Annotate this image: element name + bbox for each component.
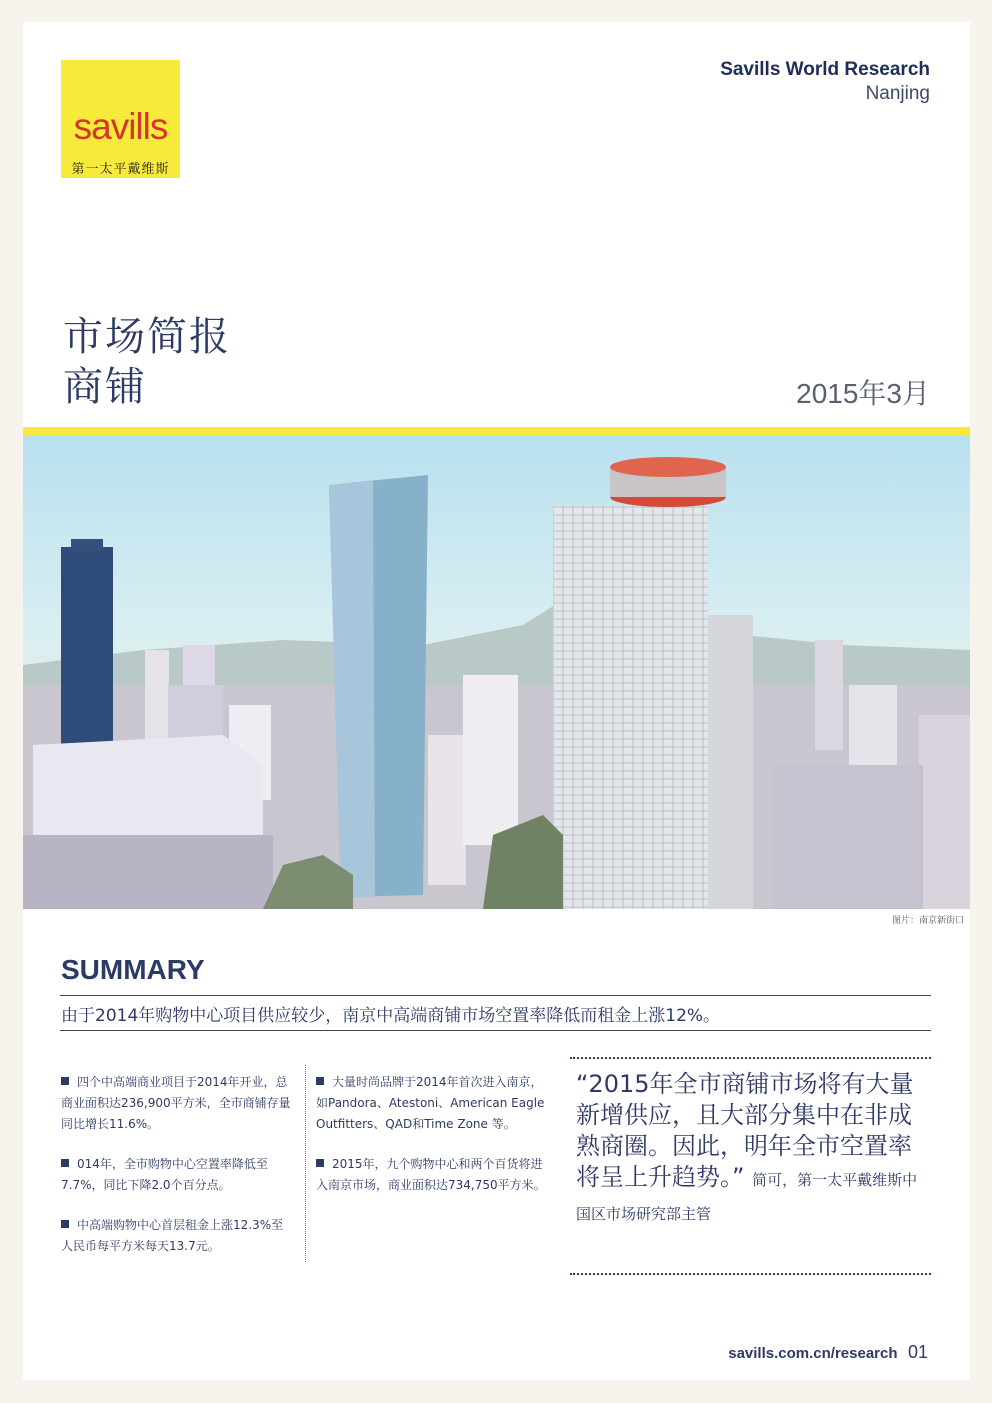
bullet-text: 大量时尚品牌于2014年首次进入南京，如Pandora、Atestoni、American Eagle Outfitters、QAD和Time Zone 等。 bbox=[316, 1075, 545, 1131]
page-number: 01 bbox=[907, 1342, 928, 1362]
logo-chinese-name: 第一太平戴维斯 bbox=[71, 162, 170, 177]
footer-url-link[interactable]: savills.com.cn/research bbox=[728, 1345, 898, 1362]
bullet-text: 四个中高端商业项目于2014年开业，总商业面积达236,900平方米，全市商铺存量同比增长11.6%。 bbox=[61, 1075, 291, 1131]
research-title: Savills World Research bbox=[720, 59, 930, 80]
bullet-text: 中高端购物中心首层租金上涨12.3%至人民币每平方米每天13.7元。 bbox=[61, 1218, 284, 1253]
list-item bbox=[61, 1154, 293, 1196]
report-title bbox=[63, 312, 231, 412]
skyline-photo bbox=[23, 435, 970, 909]
pull-quote bbox=[570, 1057, 931, 1275]
skyline-illustration bbox=[23, 435, 970, 909]
bullet-square-icon bbox=[316, 1077, 324, 1085]
page-footer bbox=[728, 1342, 928, 1363]
bullets-right-column bbox=[316, 1072, 548, 1215]
bullet-text: 014年，全市购物中心空置率降低至7.7%，同比下降2.0个百分点。 bbox=[61, 1157, 268, 1192]
logo-wordmark: savills bbox=[73, 106, 168, 147]
quote-attribution: 简可，第一太平戴维斯中国区市场研究部主管 bbox=[576, 1171, 918, 1223]
summary-heading: SUMMARY bbox=[61, 954, 205, 985]
report-date: 2015年3月 bbox=[796, 378, 930, 409]
title-line-1: 市场简报 bbox=[63, 314, 231, 360]
research-header bbox=[720, 59, 930, 105]
quote-text: “2015年全市商铺市场将有大量新增供应，且大部分集中在非成熟商圈。因此，明年全市空置率将呈上升趋势。” bbox=[576, 1070, 914, 1191]
bullet-square-icon bbox=[61, 1220, 69, 1228]
title-line-2: 商铺 bbox=[63, 364, 147, 410]
bullet-square-icon bbox=[61, 1159, 69, 1167]
bullets-left-column bbox=[61, 1072, 293, 1276]
list-item bbox=[61, 1215, 293, 1257]
list-item bbox=[61, 1072, 293, 1135]
list-item bbox=[316, 1154, 548, 1196]
photo-caption: 图片：南京新街口 bbox=[891, 916, 964, 926]
savills-logo bbox=[61, 60, 180, 178]
quote-body bbox=[576, 1069, 928, 1230]
bullet-text: 2015年，九个购物中心和两个百货将进入南京市场，商业面积达734,750平方米。 bbox=[316, 1157, 546, 1192]
summary-lead: 由于2014年购物中心项目供应较少，南京中高端商铺市场空置率降低而租金上涨12%。 bbox=[61, 1006, 721, 1026]
bullet-square-icon bbox=[61, 1077, 69, 1085]
report-page bbox=[23, 22, 970, 1380]
list-item bbox=[316, 1072, 548, 1135]
column-divider bbox=[305, 1065, 306, 1262]
summary-lead-box bbox=[60, 995, 931, 1031]
research-city: Nanjing bbox=[865, 83, 930, 104]
bullet-square-icon bbox=[316, 1159, 324, 1167]
yellow-divider bbox=[23, 427, 970, 435]
